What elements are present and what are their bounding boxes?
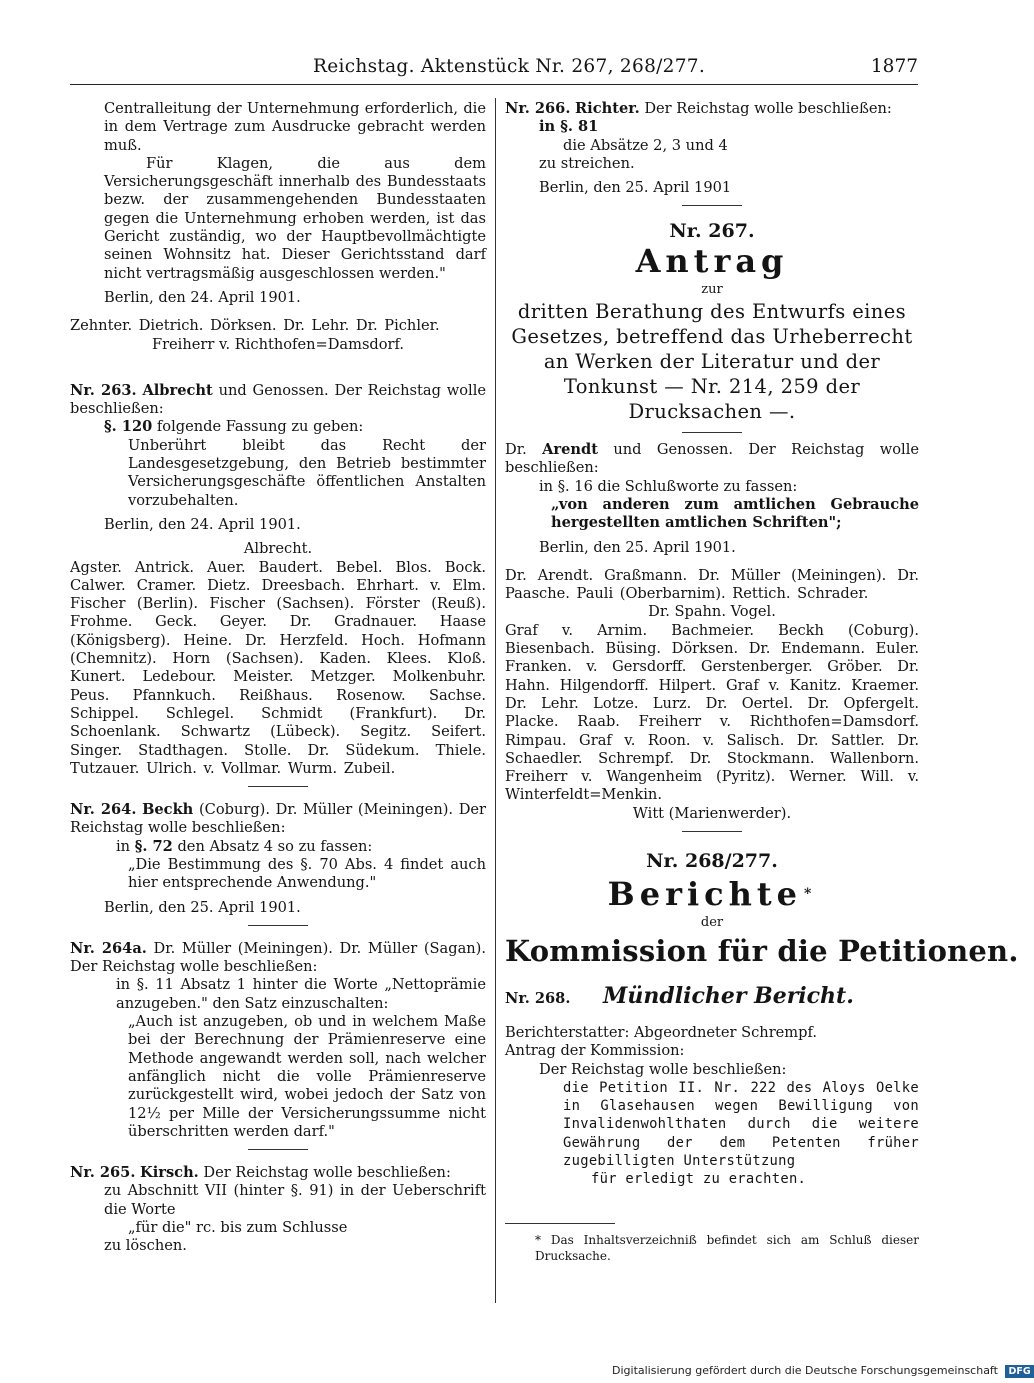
motion-intro: und Genossen. Der Reichstag wolle beschließen: xyxy=(505,441,920,477)
section-divider xyxy=(682,432,742,433)
motion-264a xyxy=(70,940,486,1141)
document-267 xyxy=(505,222,919,823)
motion-265 xyxy=(70,1164,486,1255)
title-connector: zur xyxy=(701,281,723,297)
date-line: Berlin, den 25. April 1901. xyxy=(539,538,736,556)
section-divider xyxy=(682,831,742,832)
credit-text: Digitalisierung gefördert durch die Deutsche Forschungsgemeinschaft xyxy=(612,1364,998,1377)
date-line: Berlin, den 24. April 1901. xyxy=(104,515,301,533)
signer-line: Zehnter. Dietrich. Dörksen. Dr. Lehr. Dr. Pichler. xyxy=(70,317,440,335)
paragraph-ref: §. 72 xyxy=(134,837,173,855)
motion-number: Nr. 264. xyxy=(70,801,137,819)
title-connector: der xyxy=(700,915,724,931)
document-number: Nr. 268/277. xyxy=(646,850,778,873)
motion-mover: Albrecht xyxy=(142,381,213,399)
date-line: Berlin, den 24. April 1901. xyxy=(104,288,301,306)
section-divider xyxy=(248,1149,308,1150)
section-divider xyxy=(248,925,308,926)
document-title: Berichte xyxy=(607,875,802,914)
report-number: Nr. 268. xyxy=(505,989,571,1007)
continued-text: Centralleitung der Unternehmung erforderlich, die in dem Vertrage zum Ausdrucke gebracht werden muß. xyxy=(104,100,486,154)
date-line: Berlin, den 25. April 1901. xyxy=(104,898,301,916)
instruction-end: zu löschen. xyxy=(104,1237,187,1255)
paragraph-ref: §. 120 xyxy=(104,418,153,436)
digitization-credit xyxy=(612,1364,1034,1378)
column-divider xyxy=(495,98,496,1303)
motion-number: Nr. 263. xyxy=(70,381,137,399)
document-268 xyxy=(505,850,1019,1264)
document-subject: dritten Berathung des Entwurfs eines Gesetzes, betreffend das Urheberrecht an Werken der Literatur und der Tonkunst — Nr. 214, 259 der Drucksachen —. xyxy=(511,300,913,424)
signer-head: Albrecht. xyxy=(243,540,313,558)
quoted-text: „von anderen zum amtlichen Gebrauche hergestellten amtlichen Schriften"; xyxy=(551,495,919,532)
page-header xyxy=(70,56,918,85)
signer-list: Witt (Marienwerder). xyxy=(632,804,792,822)
motion-264: Nr. 264. Beckh (Coburg). Dr. Müller (Meiningen). Der Reichstag wolle beschließen: in §. 72 den Absatz 4 so zu fassen: „Die Bestimmung des §. 70 Abs. 4 findet auch hier entsprechende Anwendung." Berlin, den 25. April 1901. xyxy=(70,801,487,916)
quoted-text: „Die Bestimmung des §. 70 Abs. 4 findet auch hier entsprechende Anwendung." xyxy=(128,855,486,892)
motion-mover: Arendt xyxy=(542,441,598,459)
page-number: 1877 xyxy=(870,56,918,77)
resolve-line: Der Reichstag wolle beschließen: xyxy=(539,1060,787,1078)
motion-number: Nr. 266. xyxy=(505,100,571,117)
document-number: Nr. 267. xyxy=(669,220,755,243)
instruction-end: zu streichen. xyxy=(539,154,635,172)
quoted-text: „Auch ist anzugeben, ob und in welchem Maße bei der Berechnung der Prämienreserve eine Methode angewandt werden soll, nach welcher anfänglich nicht die volle Prämienreserve zurückgestellt wird, wobei jedoch der Satz von 12½ per Mille der Versicherungssumme nicht überschritten werden darf." xyxy=(128,1013,486,1140)
quoted-text: Unberührt bleibt das Recht der Landesgesetzgebung, den Betrieb bestimmter Versicherungsgeschäfte öffentlichen Anstalten vorzubehalten. xyxy=(128,436,486,509)
instruction: den Absatz 4 so zu fassen: xyxy=(177,837,373,855)
signer-list: Agster. Antrick. Auer. Baudert. Bebel. Blos. Bock. Calwer. Cramer. Dietz. Dreesbach. Ehrhart. v. Elm. Fischer (Berlin). Fischer (Sachsen). Förster (Reuß). Frohme. Geck. Geyer. Dr. Gradnauer. Haase (Königsberg). Heine. Dr. Herzfeld. Hoch. Hofmann (Chemnitz). Horn (Sachsen). Kaden. Klees. Kloß. Kunert. Ledebour. Meister. Metzger. Molkenbuhr. Peus. Pfannkuch. Reißhaus. Rosenow. Sachse. Schippel. Schlegel. Schmidt (Frankfurt). Dr. Schoenlank. Schwartz (Lübeck). Segitz. Seifert. Singer. Stadthagen. Stolle. Dr. Südekum. Thiele. Tutzauer. Ulrich. v. Vollmar. Wurm. Zubeil. xyxy=(70,558,486,777)
motion-mover: Beckh xyxy=(142,801,194,819)
date-line: Berlin, den 25. April 1901 xyxy=(539,179,732,197)
reporter-line: Berichterstatter: Abgeordneter Schrempf. xyxy=(505,1023,818,1041)
motion-number: Nr. 265. xyxy=(70,1164,136,1182)
motion-number: Nr. 264a. xyxy=(70,939,147,957)
motion-line: Antrag der Kommission: xyxy=(505,1042,685,1060)
instruction: in §. 16 die Schlußworte zu fassen: xyxy=(539,477,798,495)
motion-intro: (Coburg). Dr. Müller (Meiningen). Der Reichstag wolle beschließen: xyxy=(70,801,487,837)
signer-line: Freiherr v. Richthofen=Damsdorf. xyxy=(151,335,405,353)
right-column xyxy=(505,100,1019,1264)
motion-mover: Richter. xyxy=(575,100,640,117)
footnote: * Das Inhaltsverzeichniß befindet sich am Schluß dieser Drucksache. xyxy=(535,1232,919,1263)
motion-266 xyxy=(505,100,919,197)
signer-list: Dr. Arendt. Graßmann. Dr. Müller (Meiningen). Dr. Paasche. Pauli (Oberbarnim). Rettich. Schrader. xyxy=(505,566,919,603)
motion-intro: Der Reichstag wolle beschließen: xyxy=(644,100,892,117)
signer-list: Dr. Spahn. Vogel. xyxy=(648,603,776,621)
signer-list: Graf v. Arnim. Bachmeier. Beckh (Coburg). Biesenbach. Büsing. Dörksen. Dr. Endemann. Euler. Franken. v. Gersdorff. Gerstenberger. Gröber. Dr. Hahn. Hilgendorff. Hilpert. Graf v. Kanitz. Kraemer. Dr. Lehr. Lotze. Lurz. Dr. Oertel. Dr. Opfergelt. Placke. Raab. Freiherr v. Richthofen=Damsdorf. Rimpau. Graf v. Roon. v. Salisch. Dr. Sattler. Dr. Schaedler. Schrempf. Dr. Stockmann. Wallenborn. Freiherr v. Wangenheim (Pyritz). Werner. Will. v. Winterfeldt=Menkin. xyxy=(505,621,919,804)
paragraph-ref: in §. 81 xyxy=(539,118,599,136)
petition-text: die Petition II. Nr. 222 des Aloys Oelke in Glasehausen wegen Bewilligung von Invalidenwohlthaten durch die weitere Gewährung der dem Petenten früher zugebilligten Unterstützung xyxy=(563,1079,919,1169)
section-divider xyxy=(248,786,308,787)
petition-closing: für erledigt zu erachten. xyxy=(591,1171,807,1188)
instruction: zu Abschnitt VII (hinter §. 91) in der Ueberschrift die Worte xyxy=(104,1182,486,1218)
footnote-marker: * xyxy=(803,886,817,903)
document-title: Antrag xyxy=(635,241,789,280)
instruction: folgende Fassung zu geben: xyxy=(156,418,364,436)
motion-intro: Der Reichstag wolle beschließen: xyxy=(203,1164,451,1182)
motion-intro: Dr. Müller (Meiningen). Dr. Müller (Sagan). Der Reichstag wolle beschließen: xyxy=(70,939,487,976)
continued-text-2: Für Klagen, die aus dem Versicherungsgeschäft innerhalb des Bundesstaats bezw. der zusammengehenden Bundesstaaten gegen die Unternehmung erhoben werden, ist das Gericht zuständig, wo der Hauptbevollmächtigte seinen Wohnsitz hat. Dieser Gerichtsstand darf nicht vertragsmäßig ausgeschlossen werden." xyxy=(104,154,486,282)
dfg-logo-icon: DFG xyxy=(1005,1365,1033,1378)
motion-263 xyxy=(70,382,486,778)
report-type: Mündlicher Bericht. xyxy=(603,982,854,1009)
motion-intro: und Genossen. Der Reichstag wolle beschließen: xyxy=(70,381,487,418)
motion-intro-prefix: Dr. xyxy=(505,441,527,459)
section-divider xyxy=(682,205,742,206)
commission-title: Kommission für die Petitionen. xyxy=(505,933,1019,968)
instruction: die Absätze 2, 3 und 4 xyxy=(563,136,728,154)
left-column xyxy=(70,100,486,1256)
motion-mover: Kirsch. xyxy=(140,1164,199,1182)
instruction: in §. 11 Absatz 1 hinter die Worte „Nettoprämie anzugeben." den Satz einzuschalten: xyxy=(116,976,486,1012)
footnote-rule xyxy=(505,1223,615,1224)
quoted-text: „für die" rc. bis zum Schlusse xyxy=(128,1219,348,1237)
running-title: Reichstag. Aktenstück Nr. 267, 268/277. xyxy=(313,56,706,77)
